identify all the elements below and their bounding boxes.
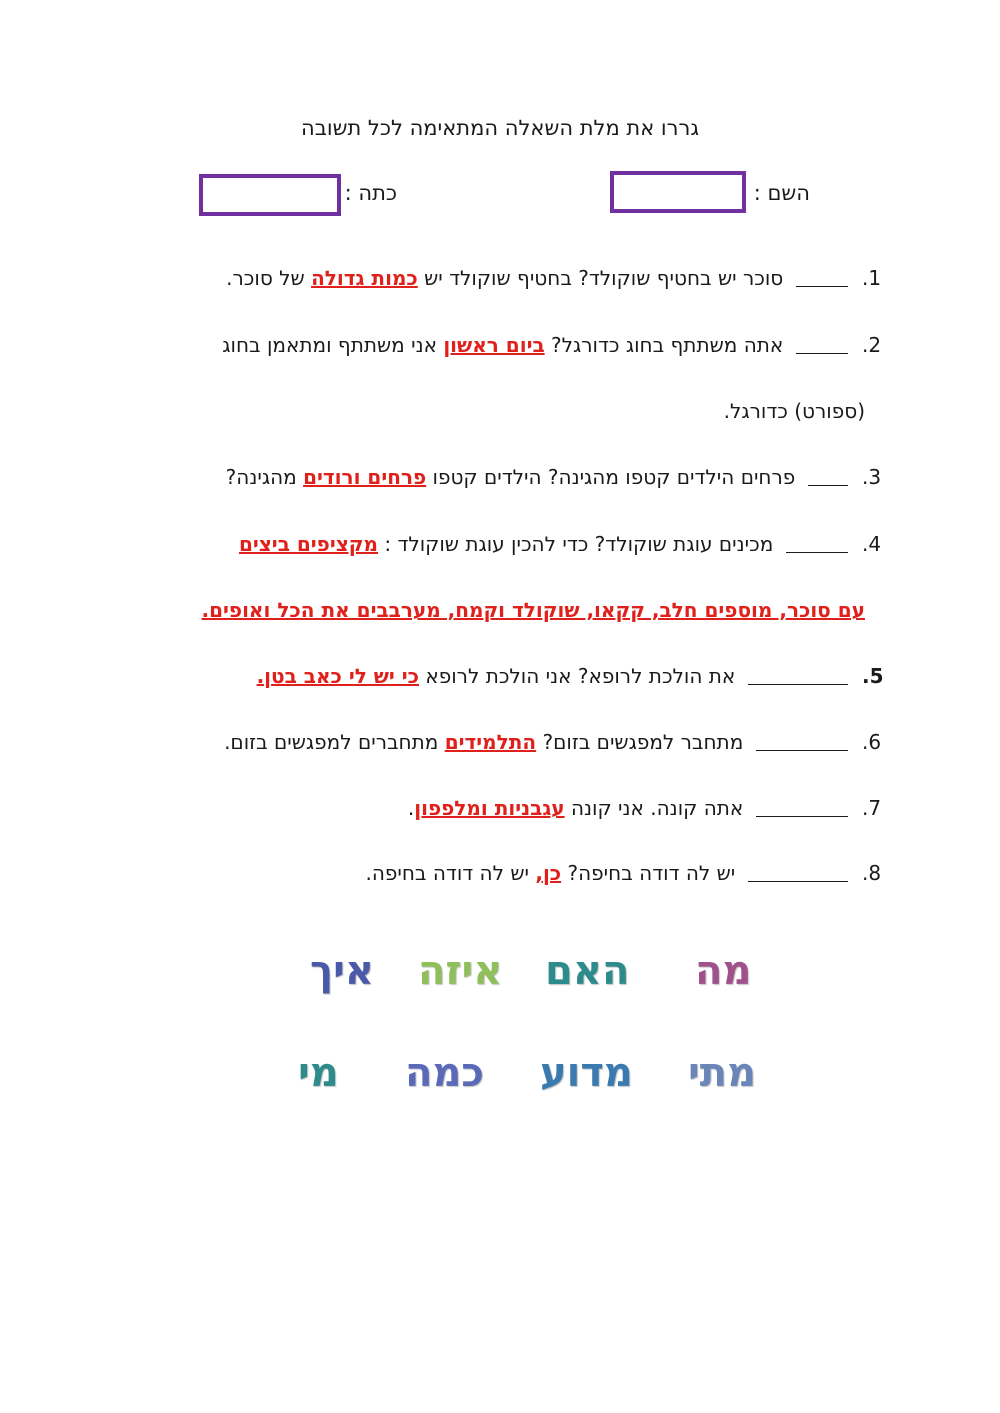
drop-blank[interactable] (748, 683, 848, 685)
question-text: מכינים עוגת שוקולד? כדי להכין עוגת שוקולד : (377, 532, 774, 556)
question-text: אתה קונה. אני קונה (564, 796, 744, 820)
class-label: כתה : (344, 181, 397, 205)
answer-highlight: ביום ראשון (443, 333, 545, 357)
question-text: מתחבר למפגשים בזום? (536, 730, 744, 754)
answer-highlight: כן, (535, 861, 562, 885)
drop-blank[interactable] (796, 285, 848, 287)
name-field[interactable] (610, 171, 746, 213)
question-tail: אני משתתף ומתאמן בחוג (222, 333, 444, 357)
question-text: אתה משתתף בחוג כדורגל? (544, 333, 784, 357)
drop-blank[interactable] (756, 749, 848, 751)
question-2-continuation: (ספורט) כדורגל. (723, 399, 865, 423)
drag-word-mi[interactable]: מי (298, 1050, 339, 1096)
name-label: השם : (753, 181, 810, 205)
question-tail: מתחברים למפגשים בזום. (224, 730, 445, 754)
drag-word-matai[interactable]: מתי (688, 1050, 757, 1096)
class-field[interactable] (199, 174, 341, 216)
question-7 (408, 796, 890, 820)
drag-word-eich[interactable]: איך (310, 948, 375, 994)
question-text: פרחים הילדים קטפו מהגינה? הילדים קטפו (426, 465, 796, 489)
question-6 (224, 730, 890, 754)
question-4 (239, 532, 890, 556)
drag-word-eize[interactable]: איזה (418, 948, 503, 994)
question-8 (365, 861, 890, 885)
drag-word-ma[interactable]: מה (695, 948, 752, 994)
question-tail: מהגינה? (225, 465, 304, 489)
question-5 (257, 664, 890, 688)
answer-highlight: עגבניות ומלפפון (414, 796, 565, 820)
question-4-continuation (202, 598, 866, 622)
question-2 (222, 333, 890, 357)
answer-highlight: פרחים ורודים (303, 465, 427, 489)
question-1 (226, 266, 890, 290)
answer-highlight: כי יש לי כאב בטן. (256, 664, 420, 688)
question-number: 5. (862, 664, 884, 688)
question-text: את הולכת לרופא? אני הולכת לרופא (419, 664, 736, 688)
drop-blank[interactable] (748, 880, 848, 882)
question-text: יש לה דודה בחיפה? (561, 861, 736, 885)
question-number: 6. (862, 730, 882, 754)
answer-highlight: כמות גדולה (311, 266, 418, 290)
question-text: סוכר יש בחטיף שוקולד? בחטיף שוקולד יש (417, 266, 784, 290)
answer-highlight: מקציפים ביצים (238, 532, 378, 556)
question-number: 4. (862, 532, 882, 556)
question-tail: יש לה דודה בחיפה. (365, 861, 536, 885)
question-number: 2. (862, 333, 882, 357)
drop-blank[interactable] (756, 815, 848, 817)
drop-blank[interactable] (796, 352, 848, 354)
question-number: 7. (862, 796, 882, 820)
question-number: 1. (862, 266, 882, 290)
question-tail: . (407, 796, 415, 820)
drag-word-kama[interactable]: כמה (405, 1050, 485, 1096)
question-number: 8. (862, 861, 882, 885)
question-number: 3. (862, 465, 882, 489)
drop-blank[interactable] (808, 484, 848, 486)
drag-word-haim[interactable]: האם (545, 948, 630, 994)
answer-highlight: עם סוכר, מוספים חלב, קקאו, שוקולד וקמח, מערבבים את הכל ואופים. (201, 598, 865, 622)
question-tail: של סוכר. (226, 266, 312, 290)
drag-word-madua[interactable]: מדוע (540, 1050, 633, 1096)
worksheet-title: גררו את מלת השאלה המתאימה לכל תשובה (300, 116, 699, 140)
question-3 (226, 465, 890, 489)
answer-highlight: התלמידים (444, 730, 537, 754)
drop-blank[interactable] (786, 551, 848, 553)
